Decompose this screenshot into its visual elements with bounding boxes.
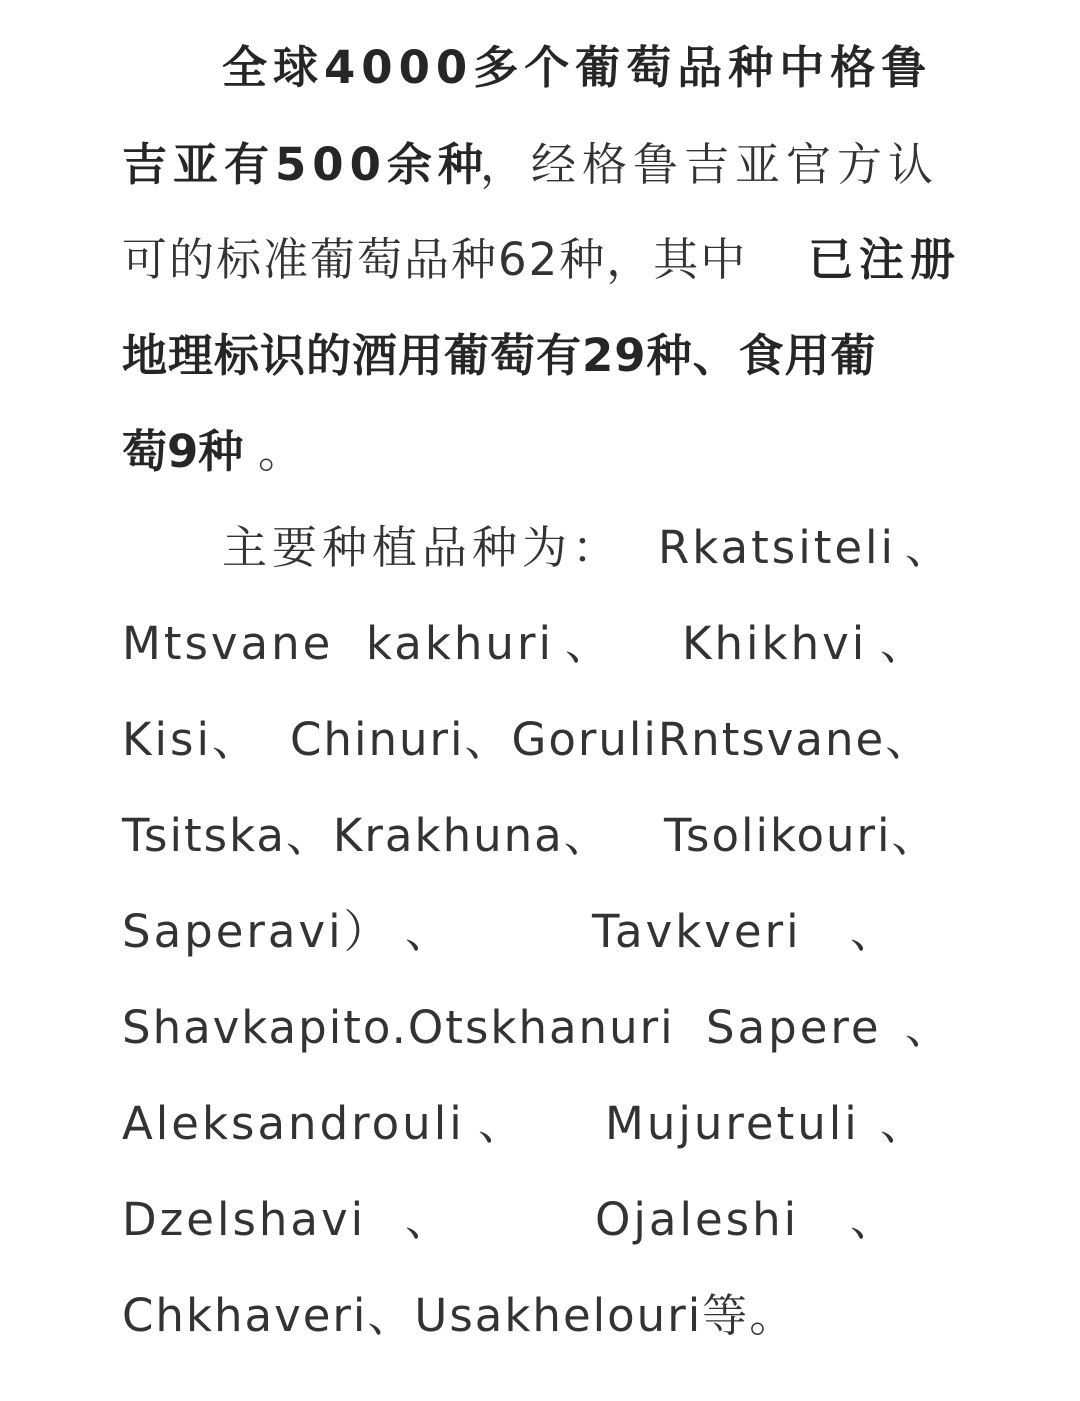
p2-line2-c: 、 (565, 617, 611, 670)
p2-line7-d: 、 (880, 1097, 926, 1150)
p2-line5-c: Tavkveri (592, 905, 802, 958)
paragraph-2-line-4 (0, 788, 1080, 884)
paragraph-2-line-8 (0, 1172, 1080, 1268)
paragraph-2-line-1 (0, 500, 1080, 596)
p2-line6-b: Sapere (706, 1001, 882, 1054)
p2-line4-a: Tsitska、Krakhuna、 (122, 809, 611, 862)
p2-line2-b: kakhuri (366, 617, 554, 670)
p2-line1-b: 、 (905, 521, 951, 574)
paragraph-2-line-5 (0, 884, 1080, 980)
p2-line5-a: Saperavi） (122, 905, 392, 958)
paragraph-1-line-4 (0, 308, 1080, 404)
paragraph-2-line-6 (0, 980, 1080, 1076)
p2-line8-b: 、 (405, 1193, 451, 1246)
paragraph-2-line-7 (0, 1076, 1080, 1172)
p2-line8-a: Dzelshavi (122, 1193, 367, 1246)
paragraph-2-line-3 (0, 692, 1080, 788)
paragraph-2-line-9 (0, 1268, 1080, 1364)
p1-line5-end: 。 (258, 425, 304, 478)
p1-line4-text: 地理标识的酒用葡萄有29种、食用葡 (122, 329, 877, 382)
p2-line8-d: 、 (850, 1193, 896, 1246)
p1-line1-text: 全球4000多个葡萄品种中格鲁 (222, 41, 933, 94)
p2-line9-text: Chkhaveri、Usakhelouri等。 (122, 1289, 797, 1342)
p2-line2-a: Mtsvane (122, 617, 334, 670)
paragraph-1-line-5 (0, 404, 1080, 500)
p1-line5-bold: 萄9种 (122, 425, 244, 478)
p2-line1-a: Rkatsiteli (658, 521, 897, 574)
p2-line6-a: Shavkapito.Otskhanuri (122, 1001, 675, 1054)
p1-line2-regular: ，经格鲁吉亚官方认 (480, 138, 940, 191)
p2-line7-c: Mujuretuli (605, 1097, 860, 1150)
p2-line1-prefix: 主要种植品种为： (222, 521, 623, 574)
p2-line5-d: 、 (850, 905, 896, 958)
p2-line4-b: Tsolikouri、 (664, 809, 939, 862)
paragraph-2-line-2 (0, 596, 1080, 692)
paragraph-1-line-3 (0, 212, 1080, 308)
paragraph-1-line-2 (0, 117, 1080, 213)
p1-line3-regular: 可的标准葡萄品种62种，其中 (122, 233, 748, 286)
p1-line2-bold: 吉亚有500余种 (122, 138, 489, 191)
p2-line6-c: 、 (905, 1001, 951, 1054)
p2-line7-b: 、 (478, 1097, 524, 1150)
p2-line2-d: Khikhvi (682, 617, 868, 670)
p2-line5-b: 、 (405, 905, 451, 958)
p2-line7-a: Aleksandrouli (122, 1097, 465, 1150)
p2-line8-c: Ojaleshi (595, 1193, 800, 1246)
p1-line3-bold: 已注册 (808, 233, 962, 286)
p2-line3-a: Kisi、 (122, 713, 260, 766)
paragraph-1-line-1 (0, 20, 1080, 116)
p2-line3-b: Chinuri、GoruliRntsvane、 (290, 713, 933, 766)
p2-line2-e: 、 (880, 617, 926, 670)
